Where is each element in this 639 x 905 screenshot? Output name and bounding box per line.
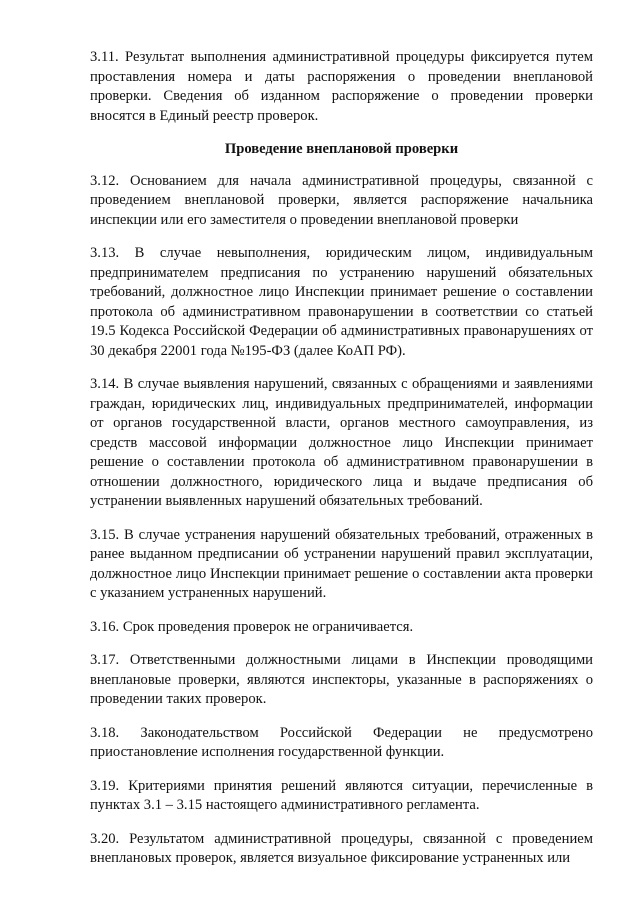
paragraph-3-17: 3.17. Ответственными должностными лицами в Инспекции проводящими внеплановые проверки, являются инспекторы, указанные в распоряжениях о проведении таких проверок. — [90, 652, 593, 707]
paragraph-3-20: 3.20. Результатом административной процедуры, связанной с проведением внеплановых проверок, является визуальное фиксирование устраненных или — [90, 830, 593, 866]
section-heading: Проведение внеплановой проверки — [224, 141, 459, 157]
paragraph-3-11: 3.11. Результат выполнения административной процедуры фиксируется путем проставления номера и даты распоряжения о проведении внеплановой проверки. Сведения об изданном распоряжение о проведении проверки вносятся в Единый реестр проверок. — [90, 49, 593, 124]
paragraph-3-15: 3.15. В случае устранения нарушений обязательных требований, отраженных в ранее выданном предписании об устранении нарушений правил эксплуатации, должностное лицо Инспекции принимает решение о составлении акта проверки с указанием устраненных нарушений. — [90, 526, 593, 601]
paragraph-3-16: 3.16. Срок проведения проверок не ограничивается. — [90, 618, 414, 635]
paragraph-3-12: 3.12. Основанием для начала административной процедуры, связанной с проведением внеплановой проверки, является распоряжение начальника инспекции или его заместителя о проведении внеплановой проверки — [90, 172, 593, 228]
paragraph-3-14: 3.14. В случае выявления нарушений, связанных с обращениями и заявлениями граждан, юридических лиц, индивидуальных предпринимателей, информации от органов государственной власти, органов местного самоуправления, из средств массовой информации должностное лицо Инспекции принимает решение о составлении протокола об административном правонарушении в отношении должностного, юридического лица и выдаче предписания об устранении выявленных нарушений обязательных требований. — [90, 376, 593, 509]
paragraph-3-18: 3.18. Законодательством Российской Федерации не предусмотрено приостановление исполнения государственной функции. — [90, 724, 593, 760]
paragraph-3-13: 3.13. В случае невыполнения, юридическим лицом, индивидуальным предпринимателем предписания по устранению нарушений обязательных требований, должностное лицо Инспекции принимает решение о составлении протокола об административном правонарушении в соответствии со статьей 19.5 Кодекса Российской Федерации об административных правонарушениях от 30 декабря 22001 года №195-ФЗ (далее КоАП РФ). — [90, 245, 593, 359]
paragraph-3-19: 3.19. Критериями принятия решений являются ситуации, перечисленные в пунктах 3.1 – 3.15 настоящего административного регламента. — [90, 777, 593, 813]
